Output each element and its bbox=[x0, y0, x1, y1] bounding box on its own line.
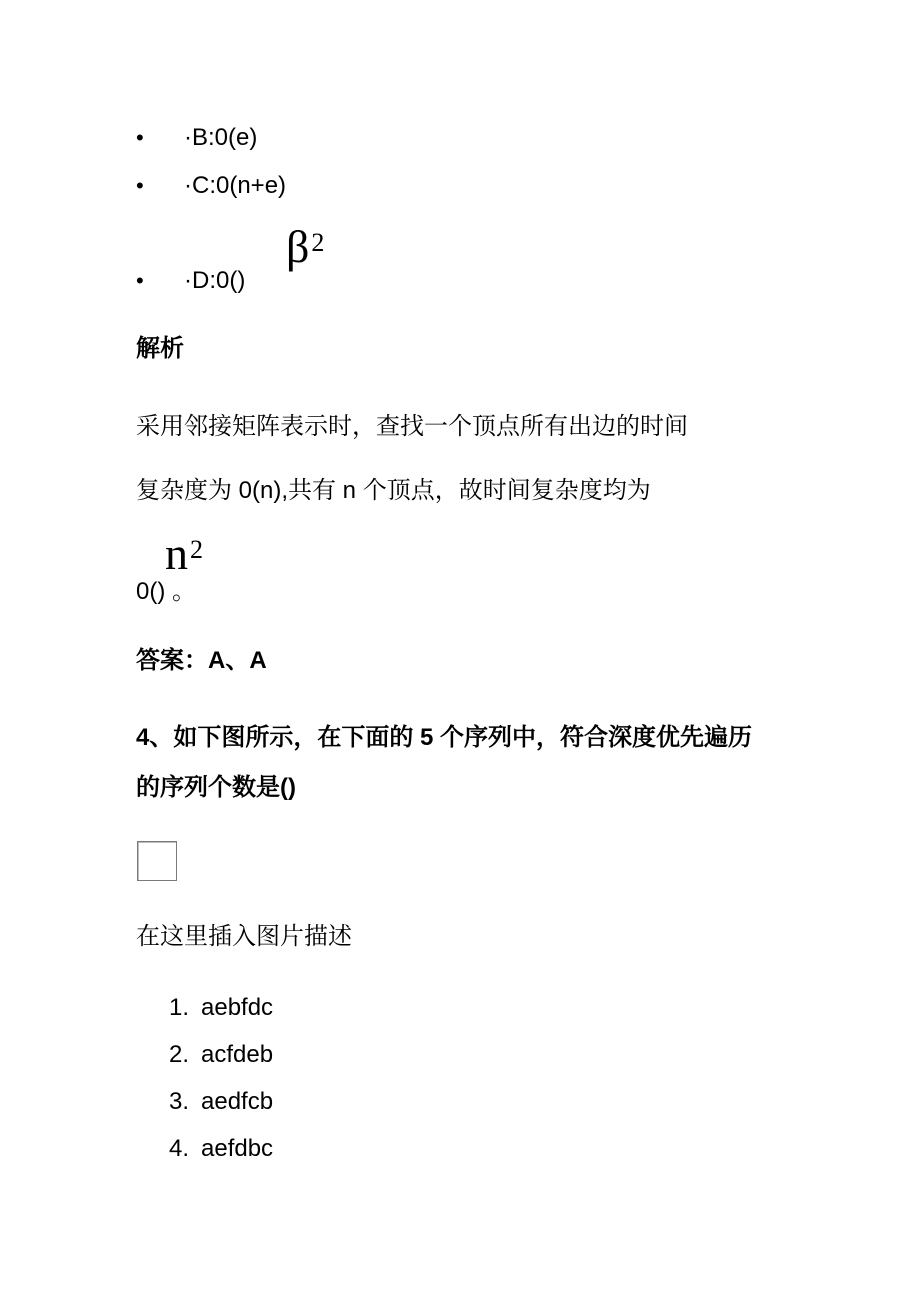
list-item-text: aefdbc bbox=[201, 1135, 274, 1162]
list-item bbox=[155, 1134, 273, 1164]
list-item-text: aebfdc bbox=[201, 994, 274, 1021]
analysis-line-2: 复杂度为 0(n),共有 n 个顶点，故时间复杂度均为 bbox=[136, 477, 651, 504]
list-item-number: 2. bbox=[168, 1041, 189, 1068]
list-item-text: acfdeb bbox=[201, 1041, 274, 1068]
analysis-line-3: 0() 。 bbox=[136, 578, 196, 605]
list-item bbox=[155, 993, 273, 1023]
analysis-formula bbox=[165, 529, 203, 579]
list-item-number: 4. bbox=[168, 1135, 189, 1162]
image-caption: 在这里插入图片描述 bbox=[136, 923, 352, 950]
bullet-option-c: • bbox=[136, 173, 144, 198]
analysis-formula-exponent: 2 bbox=[190, 535, 203, 564]
list-item bbox=[155, 1040, 273, 1070]
question-4-line-2: 的序列个数是() bbox=[136, 774, 296, 801]
broken-image-icon bbox=[137, 841, 177, 881]
option-b-text: ·B:0(e) bbox=[184, 124, 258, 151]
list-item-number: 3. bbox=[168, 1088, 189, 1115]
bullet-option-d: • bbox=[136, 268, 144, 293]
analysis-formula-base: n bbox=[165, 528, 188, 579]
option-d-formula-base: β bbox=[286, 221, 310, 272]
option-c-text: ·C:0(n+e) bbox=[184, 172, 287, 199]
list-item-number: 1. bbox=[168, 994, 189, 1021]
list-item-text: aedfcb bbox=[201, 1088, 274, 1115]
bullet-option-b: • bbox=[136, 125, 144, 150]
option-d-text: ·D:0() bbox=[184, 267, 246, 294]
option-d-formula-exponent: 2 bbox=[311, 228, 325, 257]
analysis-line-1: 采用邻接矩阵表示时，查找一个顶点所有出边的时间 bbox=[136, 413, 688, 440]
question-4-line-1: 4、如下图所示，在下面的 5 个序列中，符合深度优先遍历 bbox=[136, 724, 753, 751]
list-item bbox=[155, 1087, 273, 1117]
answer-text: 答案：A、A bbox=[136, 647, 267, 674]
analysis-heading: 解析 bbox=[136, 335, 184, 362]
option-d-formula bbox=[286, 222, 324, 272]
